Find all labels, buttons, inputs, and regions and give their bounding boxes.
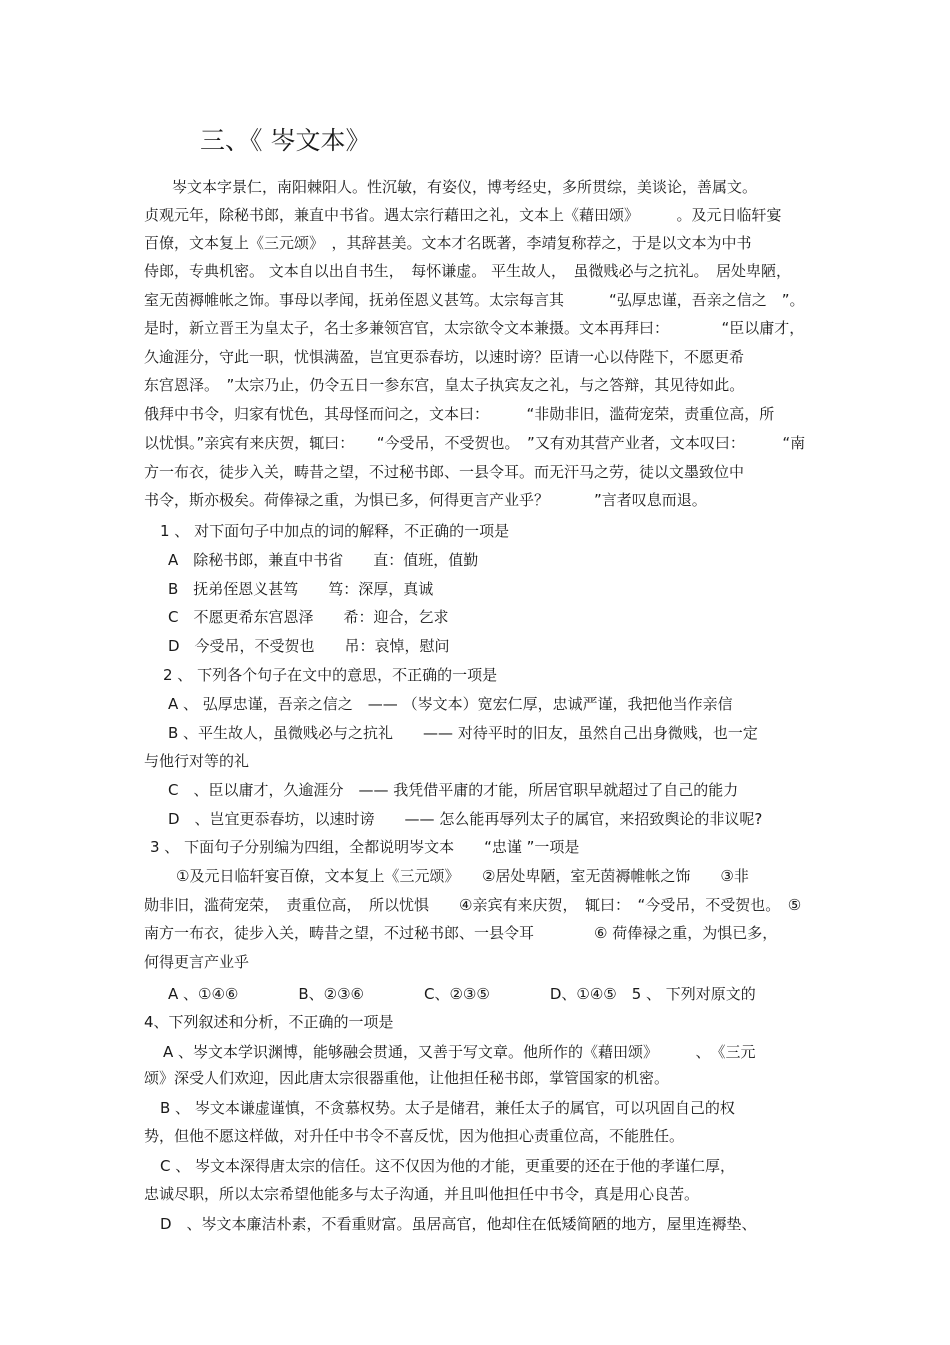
passage-line: 岑文本字景仁，南阳棘阳人。性沉敏，有姿仪，博考经史，多所贯综，美谈论，善属文。 xyxy=(172,178,758,196)
option-line: 与他行对等的礼 xyxy=(144,752,250,770)
passage-line: 久逾涯分，守此一职，忧惧满盈，岂宜更忝春坊，以速时谤？臣请一心以侍陛下，不愿更希 xyxy=(144,348,745,366)
page-title: 三、《 岑文本》 xyxy=(200,126,371,155)
option-line: B 、 岑文本谦虚谨慎，不贪慕权势。太子是储君，兼任太子的属官，可以巩固自己的权 xyxy=(160,1099,735,1117)
passage-line: 侍郎，专典机密。 文本自以出自书生， 每怀谦虚。 平生故人， 虽微贱必与之抗礼。 居处卑陋， xyxy=(144,262,792,280)
option-line: A 、岑文本学识渊博，能够融会贯通，又善于写文章。他所作的《藉田颂》 、 《三元 xyxy=(163,1043,756,1061)
passage-line: 方一布衣，徒步入关，畴昔之望，不过秘书郎、一县令耳。而无汗马之劳，徒以文墨致位中 xyxy=(144,463,745,481)
passage-line: 贞观元年，除秘书郎，兼直中书省。遇太宗行藉田之礼，文本上《藉田颂》 。及元日临轩宴 xyxy=(144,206,782,224)
option-line: 势，但他不愿这样做，对升任中书令不喜反忧，因为他担心责重位高，不能胜任。 xyxy=(144,1127,685,1145)
option-line: ①及元日临轩宴百僚，文本复上《三元颂》 ②居处卑陋，室无茵褥帷帐之饰 ③非 xyxy=(176,867,749,885)
option-line: 颂》深受人们欢迎，因此唐太宗很器重他，让他担任秘书郎，掌管国家的机密。 xyxy=(144,1069,670,1087)
passage-line: 书令，斯亦极矣。荷俸禄之重，为惧已多，何得更言产业乎？ ”言者叹息而退。 xyxy=(144,491,707,509)
question-stem: 3 、 下面句子分别编为四组，全都说明岑文本 “忠谨 ”一项是 xyxy=(150,838,580,856)
option-line: A 除秘书郎，兼直中书省 直：值班，值勤 xyxy=(168,551,479,569)
option-line: C 、 岑文本深得唐太宗的信任。这不仅因为他的才能，更重要的还在于他的孝谨仁厚， xyxy=(160,1157,736,1175)
option-line: 南方一布衣，徒步入关，畴昔之望，不过秘书郎、一县令耳 ⑥ 荷俸禄之重，为惧已多， xyxy=(144,924,778,942)
option-line: D 、岂宜更忝春坊，以速时谤 —— 怎么能再辱列太子的属官，来招致舆论的非议呢? xyxy=(168,810,763,828)
option-line: 何得更言产业乎 xyxy=(144,953,250,971)
option-line: B 、平生故人，虽微贱必与之抗礼 —— 对待平时的旧友，虽然自己出身微贱，也一定 xyxy=(168,724,758,742)
question-stem: 1 、 对下面句子中加点的词的解释，不正确的一项是 xyxy=(160,522,510,540)
option-line: A 、 弘厚忠谨，吾亲之信之 —— （岑文本）宽宏仁厚，忠诚严谨，我把他当作亲信 xyxy=(168,695,733,713)
option-line: D 今受吊，不受贺也 吊：哀悼，慰问 xyxy=(168,637,450,655)
passage-line: 以忧惧。”亲宾有来庆贺，辄曰： “今受吊，不受贺也。 ”又有劝其营产业者，文本叹曰： “南 xyxy=(144,434,806,452)
answer-options: A 、①④⑥ B、②③⑥ C、②③⑤ D、①④⑤ 5 、 下列对原文的 xyxy=(168,985,756,1003)
option-line: C 不愿更希东宫恩泽 希：迎合，乞求 xyxy=(168,608,449,626)
question-stem: 2 、 下列各个句子在文中的意思，不正确的一项是 xyxy=(163,666,498,684)
option-line: B 抚弟侄恩义甚笃 笃：深厚，真诚 xyxy=(168,580,434,598)
question-stem: 4、下列叙述和分析，不正确的一项是 xyxy=(144,1013,394,1031)
option-line: 忠诚尽职，所以太宗希望他能多与太子沟通，并且叫他担任中书令，真是用心良苦。 xyxy=(144,1185,700,1203)
passage-line: 百僚，文本复上《三元颂》 ，其辞甚美。文本才名既著，李靖复称荐之，于是以文本为中书 xyxy=(144,234,752,252)
passage-line: 东宫恩泽。 ”太宗乃止，仍令五日一参东宫，皇太子执宾友之礼，与之答辩，其见待如此。 xyxy=(144,376,745,394)
passage-line: 俄拜中书令，归家有忧色，其母怪而问之，文本曰： “非勋非旧，滥荷宠荣，责重位高，所 xyxy=(144,405,775,423)
passage-line: 室无茵褥帷帐之饰。事母以孝闻，抚弟侄恩义甚笃。太宗每言其 “弘厚忠谨，吾亲之信之 ”。 xyxy=(144,291,805,309)
option-line: C 、臣以庸才，久逾涯分 —— 我凭借平庸的才能，所居官职早就超过了自己的能力 xyxy=(168,781,739,799)
option-line: 勋非旧，滥荷宠荣， 责重位高， 所以忧惧 ④亲宾有来庆贺， 辄曰： “今受吊，不受贺也。 ⑤ xyxy=(144,896,802,914)
option-line: D 、岑文本廉洁朴素，不看重财富。虽居高官，他却住在低矮简陋的地方，屋里连褥垫、 xyxy=(160,1215,757,1233)
passage-line: 是时，新立晋王为皇太子，名士多兼领宫官，太宗欲令文本兼摄。文本再拜曰： “臣以庸才， xyxy=(144,319,805,337)
